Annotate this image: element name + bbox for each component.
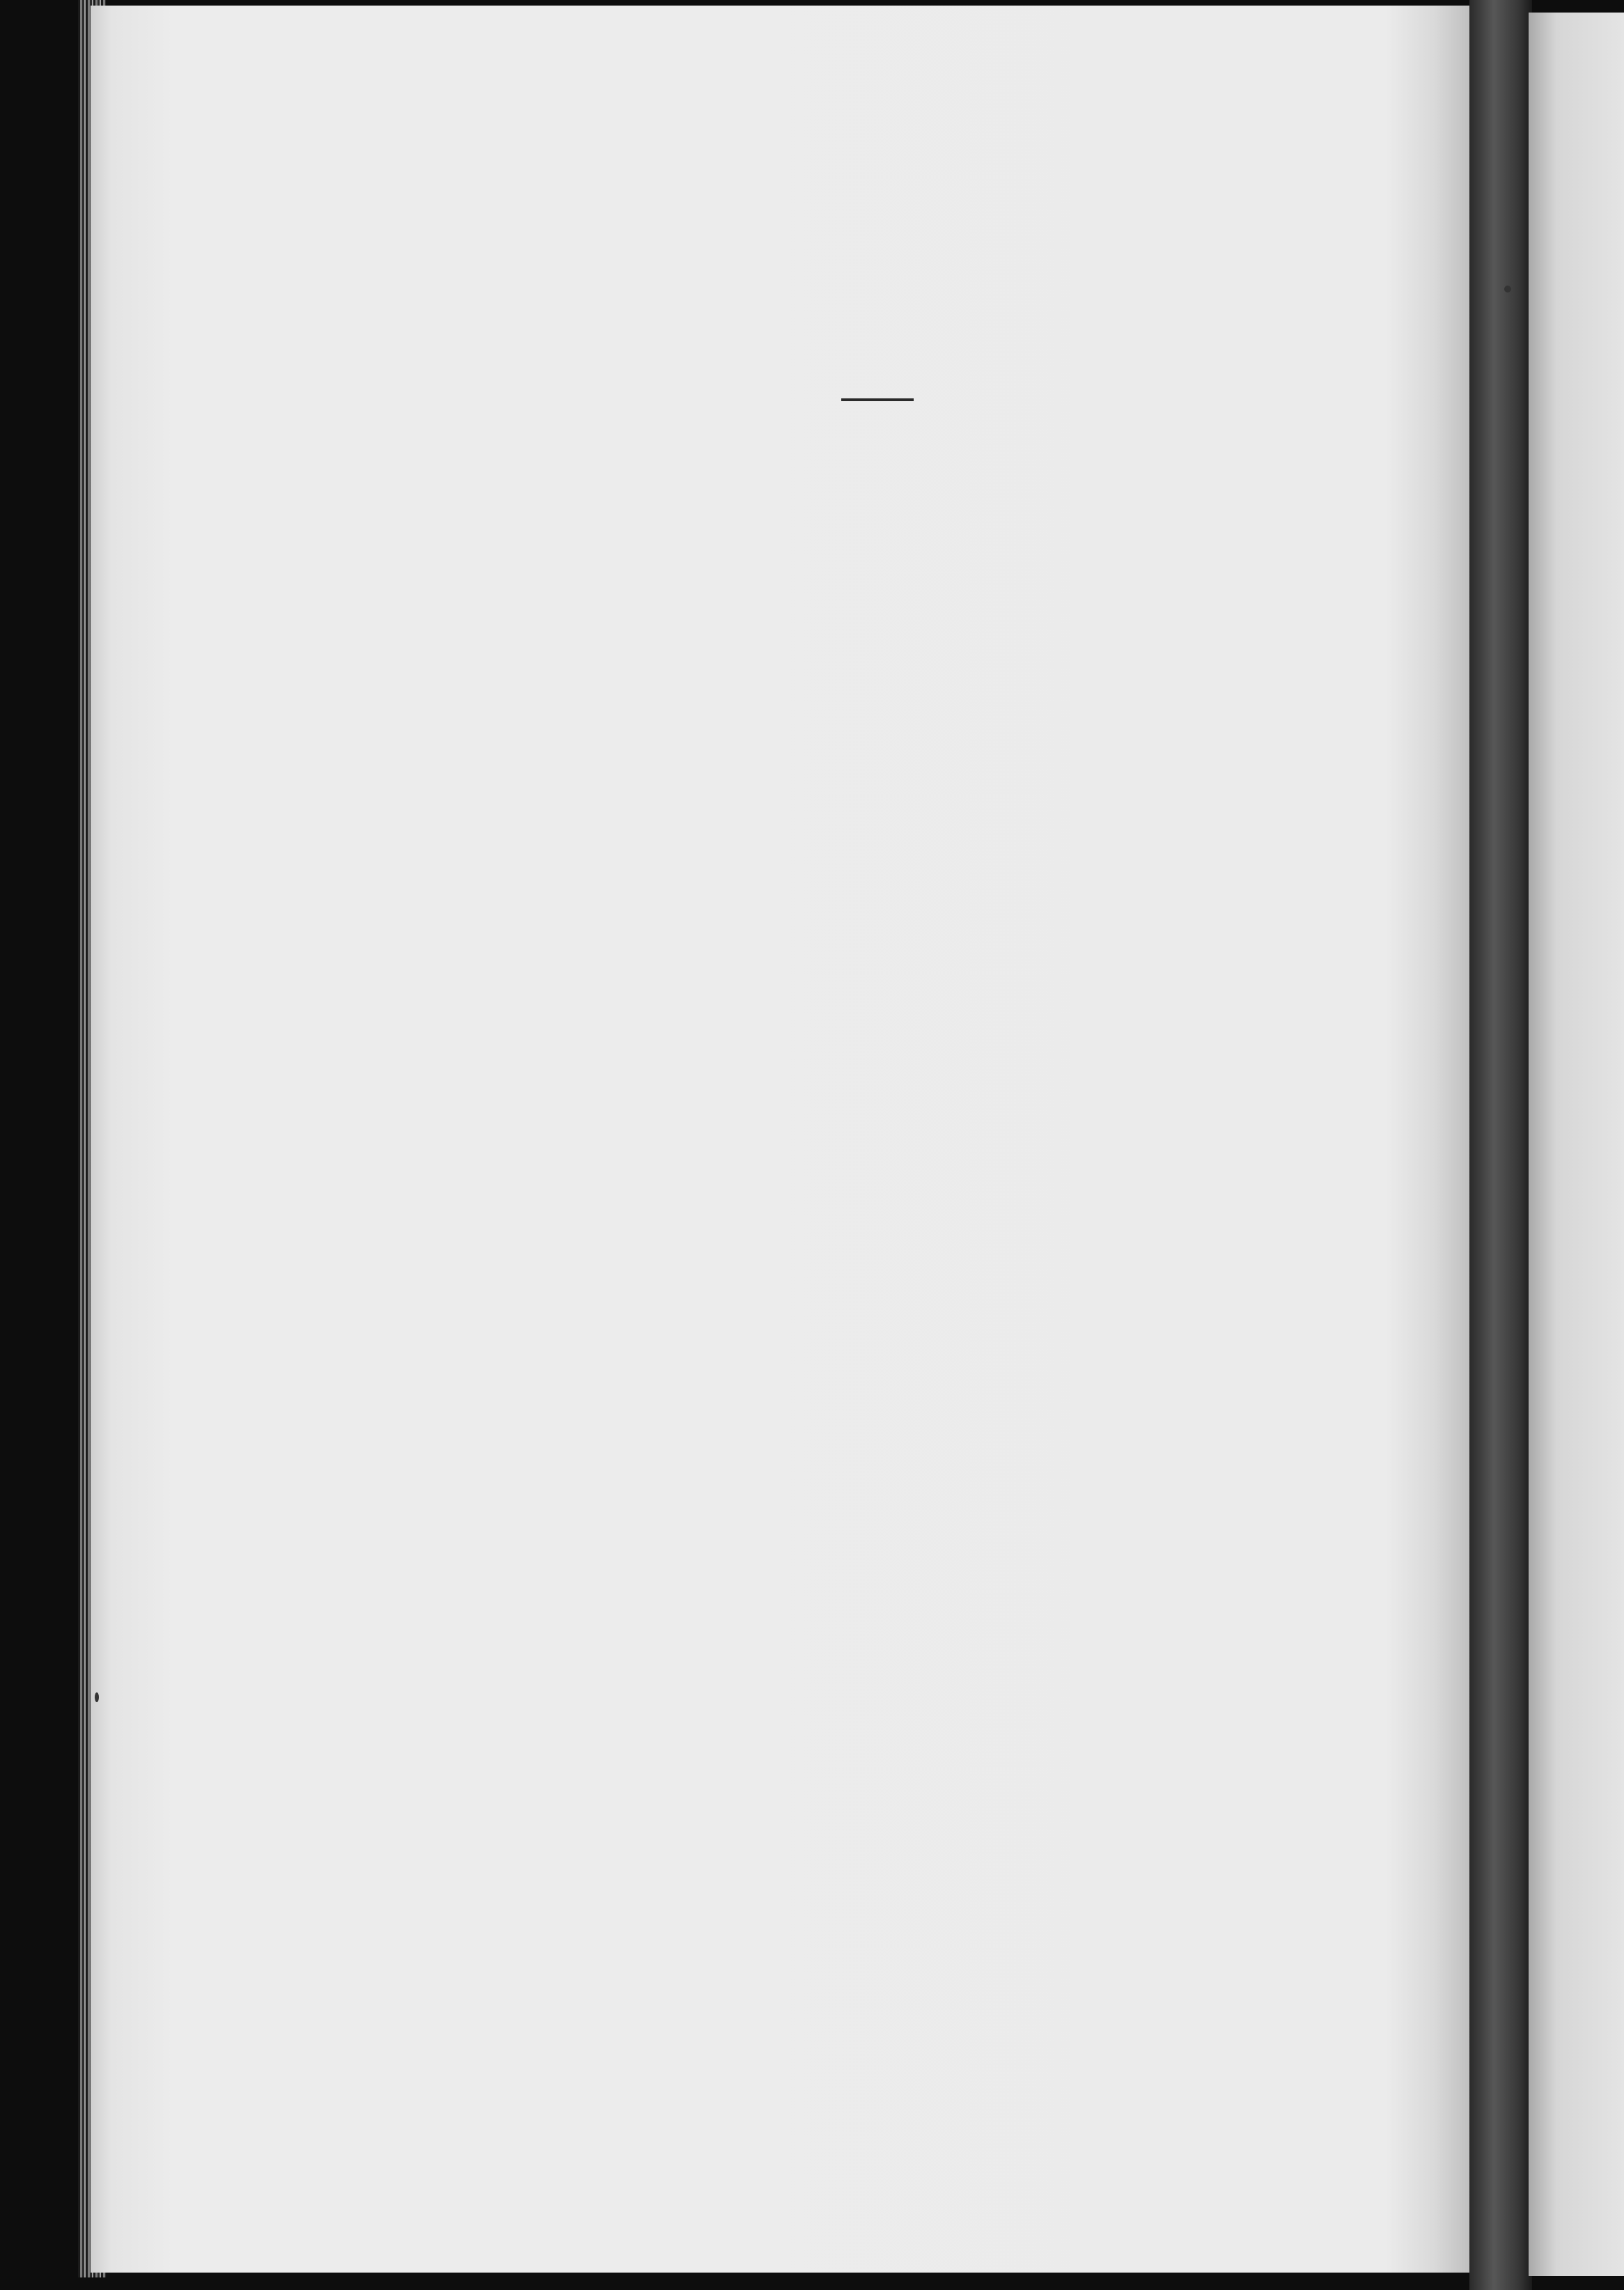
margin-speck — [95, 1692, 99, 1702]
page-header — [390, 216, 1379, 265]
book-page — [91, 6, 1473, 2273]
title-rule — [841, 398, 914, 401]
facing-page — [1529, 13, 1624, 2276]
margin-speck — [1504, 286, 1511, 293]
book-gutter — [1469, 0, 1532, 2290]
